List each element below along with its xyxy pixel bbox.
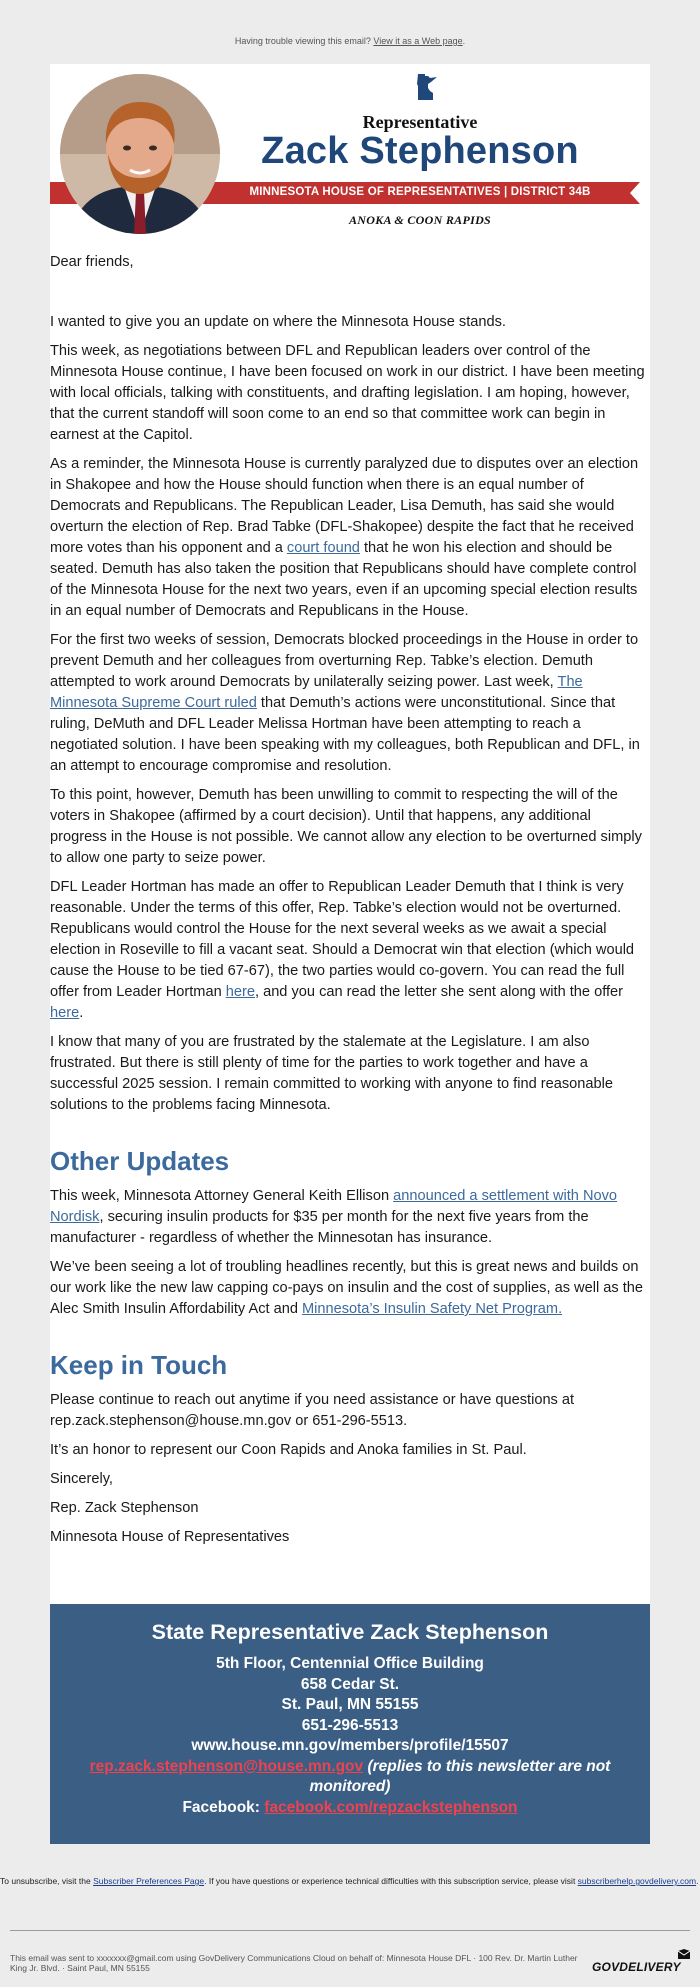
court-found-link[interactable]: court found [286,540,360,556]
subscriber-preferences-link[interactable]: Subscriber Preferences Page [93,1876,205,1886]
subscriber-help-link[interactable]: subscriberhelp.govdelivery.com [577,1876,697,1886]
footer-title: State Representative Zack Stephenson [151,1620,549,1644]
paragraph-novo-settlement: This week, Minnesota Attorney General Keith Ellison announced a settlement with Novo Nordisk, securing insulin products for $35 per month for the next five years from the manufacturer - regardless of whether the Minnesotan has insurance. [50,1188,618,1246]
footer-address-line1: 5th Floor, Centennial Office Building [216,1655,484,1672]
paragraph-reminder: As a reminder, the Minnesota House is currently paralyzed due to disputes over an election in Shakopee and how the House should function when there is an equal number of Democrats and Republicans. The Republican Leader, Lisa Demuth, has said she would overturn the election of Rep. Brad Tabke (DFL-Shakopee) despite the fact that he received more votes than his opponent and a court found that he won his election and should be seated. Demuth has also taken the position that Republicans should have complete control of the Minnesota House for the next two years, even if an upcoming special election results in an equal number of Democrats and Republicans in the House. [50,456,639,619]
preheader-text: Having trouble viewing this email? [234,36,371,46]
other-updates-heading: Other Updates [50,1146,230,1176]
newsletter-card [50,64,650,1844]
footer-divider [10,1930,690,1931]
footer-address-line3: St. Paul, MN 55155 [281,1696,419,1713]
novo-nordisk-settlement-link[interactable]: announced a settlement with Novo Nordisk [50,1188,618,1225]
footer-email-note: (replies to this newsletter are not monitored) [309,1757,611,1795]
footer-phone: 651-296-5513 [301,1716,399,1734]
keep-in-touch-heading: Keep in Touch [50,1350,228,1380]
envelope-icon [678,1949,690,1959]
preheader: Having trouble viewing this email? View it as a Web page. [234,36,466,46]
newsletter-header [50,64,650,244]
representative-name: Zack Stephenson [261,130,579,172]
paragraph-frustrated: I know that many of you are frustrated by the stalemate at the Legislature. I am also frustrated. But there is still plenty of time for the parties to work together and have a successful 2025 session. I remain committed to working with anyone to find reasonable solutions to the problems facing Minnesota. [50,1034,613,1113]
closing: Sincerely, [50,1471,113,1487]
intro-paragraph: I wanted to give you an update on where the Minnesota House stands. [50,314,506,330]
paragraph-first-weeks: For the first two weeks of session, Democrats blocked proceedings in the House in order to prevent Demuth and her colleagues from overturning Rep. Tabke’s election. Demuth attempted to work around Democrats by unilaterally seizing power. Last week, The Minnesota Supreme Court ruled that Demuth’s actions were unconstitutional. Since that ruling, DeMuth and DFL Leader Melissa Hortman have been attempting to reach a negotiated solution. I have been speaking with my colleagues, both Republican and DFL, in an attempt to encourage compromise and resolution. [50,632,640,774]
footer-email-line [50,1757,650,1798]
govdelivery-logo[interactable]: GOVDELIVERY [592,1960,681,1974]
banner-text: MINNESOTA HOUSE OF REPRESENTATIVES | DISTRICT 34B [249,186,591,198]
signature-name: Rep. Zack Stephenson [50,1500,199,1516]
facebook-link[interactable]: facebook.com/repzackstephenson [264,1798,518,1816]
view-as-webpage-link[interactable]: View it as a Web page [373,36,463,46]
offer-letter-link[interactable]: here [50,1005,80,1021]
unsubscribe-notice: To unsubscribe, visit the Subscriber Preferences Page. If you have questions or experience technical difficulties with this subscription service, please visit subscriberhelp.govdelivery.com. [0,1876,699,1886]
representative-photo [60,74,220,234]
footer-address-line2: 658 Cedar St. [300,1675,400,1693]
minnesota-state-icon [416,74,438,100]
representative-label: Representative [362,112,478,132]
paragraph-demuth-unwilling: To this point, however, Demuth has been unwilling to commit to respecting the will of the voters in Shakopee (affirmed by a court decision). Until that happens, any additional progress in the House is not possible. We cannot allow any election to be overturned simply to allow one party to seize power. [50,787,642,866]
newsletter-body [50,252,650,1556]
paragraph-hortman-offer: DFL Leader Hortman has made an offer to Republican Leader Demuth that I think is very reasonable. Under the terms of this offer, Rep. Tabke’s election would not be overturned. Republicans would control the House for the next several weeks as we await a special election in Roseville to fill a vacant seat. Should a Democrat win that election (which would cause the House to be tied 67-67), the two parties would co-govern. You can read the full offer from Leader Hortman here, and you can read the letter she sent along with the offer here. [50,879,635,1021]
supreme-court-ruled-link[interactable]: The Minnesota Supreme Court ruled [50,674,583,711]
insulin-safety-net-link[interactable]: Minnesota’s Insulin Safety Net Program. [302,1301,563,1317]
paragraph-contact: Please continue to reach out anytime if you need assistance or have questions at rep.zack.stephenson@house.mn.gov or 651-296-5513. [50,1392,575,1429]
footer-email-link[interactable]: rep.zack.stephenson@house.mn.gov [89,1757,364,1775]
footer-website: www.house.mn.gov/members/profile/15507 [191,1737,509,1754]
full-offer-link[interactable]: here [225,984,255,1000]
paragraph-honor: It’s an honor to represent our Coon Rapids and Anoka families in St. Paul. [50,1442,527,1458]
portrait-image [60,74,220,234]
signature-org: Minnesota House of Representatives [50,1529,290,1545]
salutation: Dear friends, [50,254,134,270]
paragraph-insulin-news: We’ve been seeing a lot of troubling headlines recently, but this is great news and builds on our work like the new law capping co-pays on insulin and the cost of supplies, as well as the Alec Smith Insulin Affordability Act and Minnesota’s Insulin Safety Net Program. [50,1259,643,1317]
district-cities: ANOKA & COON RAPIDS [348,213,492,227]
contact-footer [50,1604,650,1844]
sent-notice: This email was sent to xxxxxxx@gmail.com using GovDelivery Communications Cloud on behalf of: Minnesota House DFL · 100 Rev. Dr. Martin Luther King Jr. Blvd. · Saint Paul, MN 55155 [10,1953,578,1973]
footer-facebook-line: Facebook: facebook.com/repzackstephenson [182,1798,518,1816]
paragraph-negotiations: This week, as negotiations between DFL and Republican leaders over control of the Minnesota House continue, I have been focused on work in our district. I have been meeting with local officials, talking with constituents, and drafting legislation. I am hoping, however, that the current standoff will soon come to an end so that committee work can begin in earnest at the Capitol. [50,343,645,443]
